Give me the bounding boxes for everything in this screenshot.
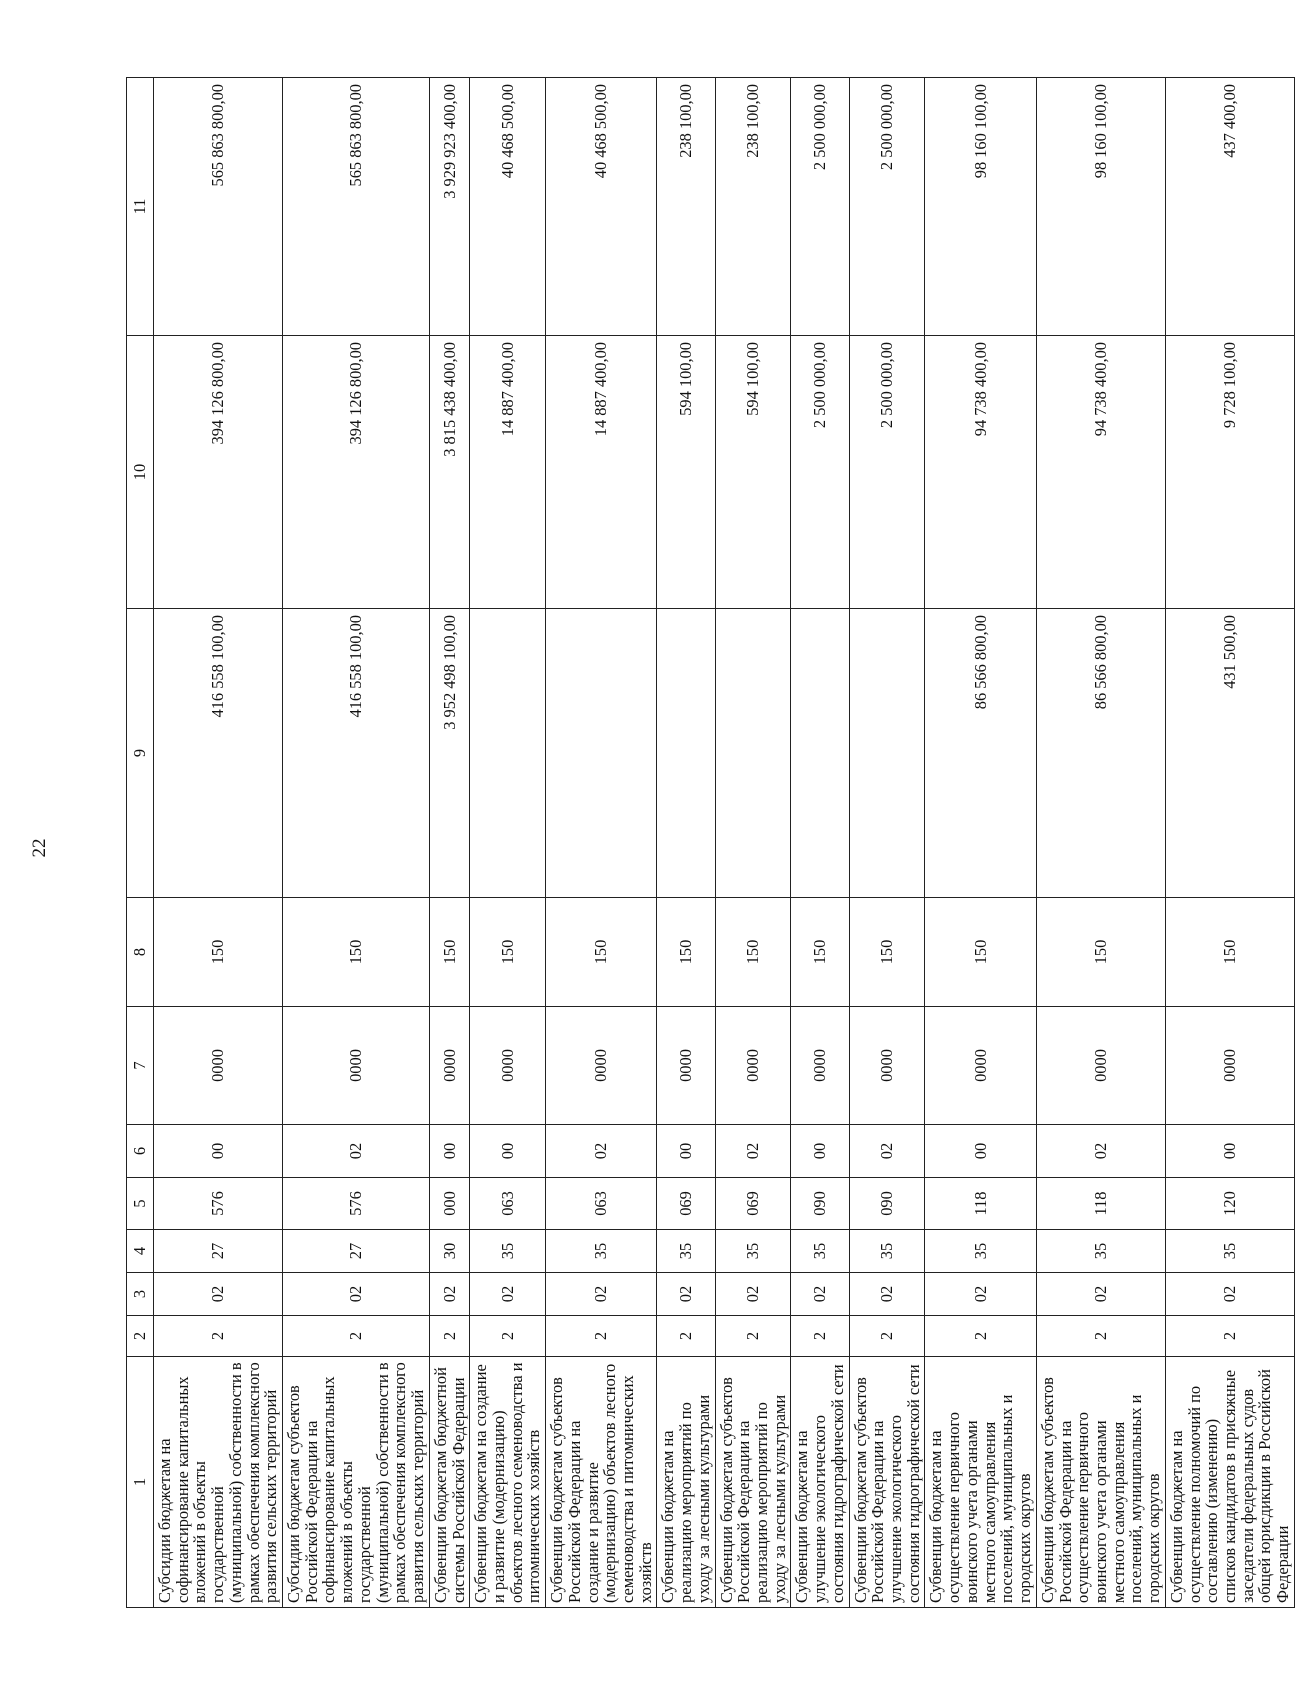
col4-cell: 35 bbox=[791, 1230, 849, 1273]
header-cell: 9 bbox=[127, 609, 154, 898]
col10-amount: 9 728 100,00 bbox=[1165, 336, 1294, 609]
col11-amount: 565 863 800,00 bbox=[154, 78, 283, 336]
row-name: Субвенции бюджетам субъектов Российской Федерации на улучшение экологического состояния гидрографической сети bbox=[849, 1357, 925, 1608]
col4-cell: 27 bbox=[283, 1230, 430, 1273]
col8-cell: 150 bbox=[546, 898, 657, 1007]
col5-cell: 000 bbox=[429, 1178, 469, 1230]
col7-cell: 0000 bbox=[715, 1007, 791, 1125]
col3-cell: 02 bbox=[715, 1273, 791, 1316]
col9-amount bbox=[791, 609, 849, 898]
col2-cell: 2 bbox=[283, 1316, 430, 1357]
budget-table bbox=[126, 77, 1295, 1608]
col5-cell: 063 bbox=[546, 1178, 657, 1230]
col5-cell: 576 bbox=[283, 1178, 430, 1230]
table-row bbox=[1165, 78, 1294, 1608]
col9-amount: 86 566 800,00 bbox=[925, 609, 1036, 898]
row-name: Субвенции бюджетам на реализацию мероприятий по уходу за лесными культурами bbox=[657, 1357, 715, 1608]
col3-cell: 02 bbox=[283, 1273, 430, 1316]
col3-cell: 02 bbox=[470, 1273, 546, 1316]
table-row bbox=[849, 78, 925, 1608]
row-name: Субвенции бюджетам на создание и развитие (модернизацию) объектов лесного семеноводства и питомнических хозяйств bbox=[470, 1357, 546, 1608]
rotated-table-wrapper bbox=[126, 78, 1293, 1608]
col10-amount: 594 100,00 bbox=[657, 336, 715, 609]
col4-cell: 30 bbox=[429, 1230, 469, 1273]
table-row bbox=[925, 78, 1036, 1608]
table-row bbox=[283, 78, 430, 1608]
col5-cell: 069 bbox=[657, 1178, 715, 1230]
col4-cell: 35 bbox=[470, 1230, 546, 1273]
col5-cell: 120 bbox=[1165, 1178, 1294, 1230]
col6-cell: 02 bbox=[849, 1125, 925, 1178]
table-row bbox=[657, 78, 715, 1608]
col2-cell: 2 bbox=[925, 1316, 1036, 1357]
col9-amount bbox=[849, 609, 925, 898]
col5-cell: 576 bbox=[154, 1178, 283, 1230]
table-row bbox=[546, 78, 657, 1608]
header-cell: 2 bbox=[127, 1316, 154, 1357]
col7-cell: 0000 bbox=[1165, 1007, 1294, 1125]
col2-cell: 2 bbox=[429, 1316, 469, 1357]
col11-amount: 98 160 100,00 bbox=[925, 78, 1036, 336]
col4-cell: 35 bbox=[657, 1230, 715, 1273]
col10-amount: 2 500 000,00 bbox=[849, 336, 925, 609]
col11-amount: 565 863 800,00 bbox=[283, 78, 430, 336]
col8-cell: 150 bbox=[925, 898, 1036, 1007]
col6-cell: 00 bbox=[1165, 1125, 1294, 1178]
row-name: Субвенции бюджетам субъектов Российской Федерации на создание и развитие (модернизацию) объектов лесного семеноводства и питомнических хозяйств bbox=[546, 1357, 657, 1608]
row-name: Субвенции бюджетам бюджетной системы Российской Федерации bbox=[429, 1357, 469, 1608]
col7-cell: 0000 bbox=[429, 1007, 469, 1125]
col3-cell: 02 bbox=[429, 1273, 469, 1316]
row-name: Субвенции бюджетам на осуществление полномочий по составлению (изменению) списков кандидатов в присяжные заседатели федеральных судов общей юрисдикции в Российской Федерации bbox=[1165, 1357, 1294, 1608]
col6-cell: 02 bbox=[715, 1125, 791, 1178]
col8-cell: 150 bbox=[470, 898, 546, 1007]
col6-cell: 00 bbox=[657, 1125, 715, 1178]
col4-cell: 35 bbox=[849, 1230, 925, 1273]
col9-amount: 416 558 100,00 bbox=[154, 609, 283, 898]
col2-cell: 2 bbox=[791, 1316, 849, 1357]
header-cell: 7 bbox=[127, 1007, 154, 1125]
col8-cell: 150 bbox=[715, 898, 791, 1007]
header-cell: 8 bbox=[127, 898, 154, 1007]
col6-cell: 00 bbox=[470, 1125, 546, 1178]
col10-amount: 14 887 400,00 bbox=[470, 336, 546, 609]
col2-cell: 2 bbox=[1036, 1316, 1165, 1357]
col9-amount: 431 500,00 bbox=[1165, 609, 1294, 898]
table-row bbox=[429, 78, 469, 1608]
col9-amount: 416 558 100,00 bbox=[283, 609, 430, 898]
col3-cell: 02 bbox=[1036, 1273, 1165, 1316]
col8-cell: 150 bbox=[657, 898, 715, 1007]
col11-amount: 98 160 100,00 bbox=[1036, 78, 1165, 336]
row-name: Субсидии бюджетам на софинансирование капитальных вложений в объекты государственной (муниципальной) собственности в рамках обеспечения комплексного развития сельских территорий bbox=[154, 1357, 283, 1608]
col5-cell: 090 bbox=[849, 1178, 925, 1230]
col9-amount bbox=[546, 609, 657, 898]
col7-cell: 0000 bbox=[546, 1007, 657, 1125]
col7-cell: 0000 bbox=[849, 1007, 925, 1125]
col2-cell: 2 bbox=[154, 1316, 283, 1357]
col5-cell: 090 bbox=[791, 1178, 849, 1230]
col4-cell: 35 bbox=[1036, 1230, 1165, 1273]
col6-cell: 00 bbox=[791, 1125, 849, 1178]
col3-cell: 02 bbox=[154, 1273, 283, 1316]
col7-cell: 0000 bbox=[283, 1007, 430, 1125]
header-cell: 5 bbox=[127, 1178, 154, 1230]
header-cell: 6 bbox=[127, 1125, 154, 1178]
col8-cell: 150 bbox=[283, 898, 430, 1007]
col2-cell: 2 bbox=[470, 1316, 546, 1357]
col7-cell: 0000 bbox=[925, 1007, 1036, 1125]
header-row bbox=[127, 78, 154, 1608]
col3-cell: 02 bbox=[791, 1273, 849, 1316]
col10-amount: 94 738 400,00 bbox=[925, 336, 1036, 609]
col8-cell: 150 bbox=[429, 898, 469, 1007]
col11-amount: 238 100,00 bbox=[657, 78, 715, 336]
col10-amount: 94 738 400,00 bbox=[1036, 336, 1165, 609]
row-name: Субвенции бюджетам на осуществление первичного воинского учета органами местного самоуправления поселений, муниципальных и городских округов bbox=[925, 1357, 1036, 1608]
col7-cell: 0000 bbox=[791, 1007, 849, 1125]
col9-amount bbox=[715, 609, 791, 898]
col11-amount: 3 929 923 400,00 bbox=[429, 78, 469, 336]
col11-amount: 238 100,00 bbox=[715, 78, 791, 336]
col6-cell: 02 bbox=[1036, 1125, 1165, 1178]
col11-amount: 2 500 000,00 bbox=[791, 78, 849, 336]
col4-cell: 35 bbox=[546, 1230, 657, 1273]
col6-cell: 02 bbox=[283, 1125, 430, 1178]
col8-cell: 150 bbox=[849, 898, 925, 1007]
col10-amount: 394 126 800,00 bbox=[154, 336, 283, 609]
col6-cell: 00 bbox=[925, 1125, 1036, 1178]
col10-amount: 2 500 000,00 bbox=[791, 336, 849, 609]
col11-amount: 2 500 000,00 bbox=[849, 78, 925, 336]
col10-amount: 14 887 400,00 bbox=[546, 336, 657, 609]
col6-cell: 02 bbox=[546, 1125, 657, 1178]
col3-cell: 02 bbox=[849, 1273, 925, 1316]
table-body bbox=[154, 78, 1295, 1608]
col4-cell: 35 bbox=[715, 1230, 791, 1273]
col2-cell: 2 bbox=[849, 1316, 925, 1357]
table-row bbox=[715, 78, 791, 1608]
col7-cell: 0000 bbox=[657, 1007, 715, 1125]
page-number: 22 bbox=[29, 838, 50, 858]
col5-cell: 118 bbox=[925, 1178, 1036, 1230]
header-cell: 3 bbox=[127, 1273, 154, 1316]
col11-amount: 40 468 500,00 bbox=[470, 78, 546, 336]
col6-cell: 00 bbox=[154, 1125, 283, 1178]
col5-cell: 069 bbox=[715, 1178, 791, 1230]
col2-cell: 2 bbox=[715, 1316, 791, 1357]
table-row bbox=[470, 78, 546, 1608]
col8-cell: 150 bbox=[1036, 898, 1165, 1007]
col7-cell: 0000 bbox=[154, 1007, 283, 1125]
col3-cell: 02 bbox=[925, 1273, 1036, 1316]
col5-cell: 118 bbox=[1036, 1178, 1165, 1230]
table-row bbox=[154, 78, 283, 1608]
col11-amount: 40 468 500,00 bbox=[546, 78, 657, 336]
col6-cell: 00 bbox=[429, 1125, 469, 1178]
col4-cell: 27 bbox=[154, 1230, 283, 1273]
header-cell: 4 bbox=[127, 1230, 154, 1273]
col9-amount bbox=[657, 609, 715, 898]
header-cell: 10 bbox=[127, 336, 154, 609]
row-name: Субвенции бюджетам субъектов Российской Федерации на осуществление первичного воинского учета органами местного самоуправления поселений, муниципальных и городских округов bbox=[1036, 1357, 1165, 1608]
col8-cell: 150 bbox=[154, 898, 283, 1007]
header-cell: 11 bbox=[127, 78, 154, 336]
col2-cell: 2 bbox=[657, 1316, 715, 1357]
col9-amount bbox=[470, 609, 546, 898]
row-name: Субвенции бюджетам на улучшение экологического состояния гидрографической сети bbox=[791, 1357, 849, 1608]
col10-amount: 3 815 438 400,00 bbox=[429, 336, 469, 609]
col4-cell: 35 bbox=[925, 1230, 1036, 1273]
header-cell: 1 bbox=[127, 1357, 154, 1608]
col3-cell: 02 bbox=[546, 1273, 657, 1316]
col3-cell: 02 bbox=[1165, 1273, 1294, 1316]
col8-cell: 150 bbox=[1165, 898, 1294, 1007]
table-row bbox=[1036, 78, 1165, 1608]
col9-amount: 3 952 498 100,00 bbox=[429, 609, 469, 898]
col3-cell: 02 bbox=[657, 1273, 715, 1316]
col10-amount: 394 126 800,00 bbox=[283, 336, 430, 609]
col7-cell: 0000 bbox=[1036, 1007, 1165, 1125]
col11-amount: 437 400,00 bbox=[1165, 78, 1294, 336]
col8-cell: 150 bbox=[791, 898, 849, 1007]
col4-cell: 35 bbox=[1165, 1230, 1294, 1273]
col9-amount: 86 566 800,00 bbox=[1036, 609, 1165, 898]
table-row bbox=[791, 78, 849, 1608]
col2-cell: 2 bbox=[546, 1316, 657, 1357]
col10-amount: 594 100,00 bbox=[715, 336, 791, 609]
row-name: Субвенции бюджетам субъектов Российской Федерации на реализацию мероприятий по уходу за лесными культурами bbox=[715, 1357, 791, 1608]
col7-cell: 0000 bbox=[470, 1007, 546, 1125]
col2-cell: 2 bbox=[1165, 1316, 1294, 1357]
col5-cell: 063 bbox=[470, 1178, 546, 1230]
row-name: Субсидии бюджетам субъектов Российской Федерации на софинансирование капитальных вложений в объекты государственной (муниципальной) собственности в рамках обеспечения комплексного развития сельских территорий bbox=[283, 1357, 430, 1608]
